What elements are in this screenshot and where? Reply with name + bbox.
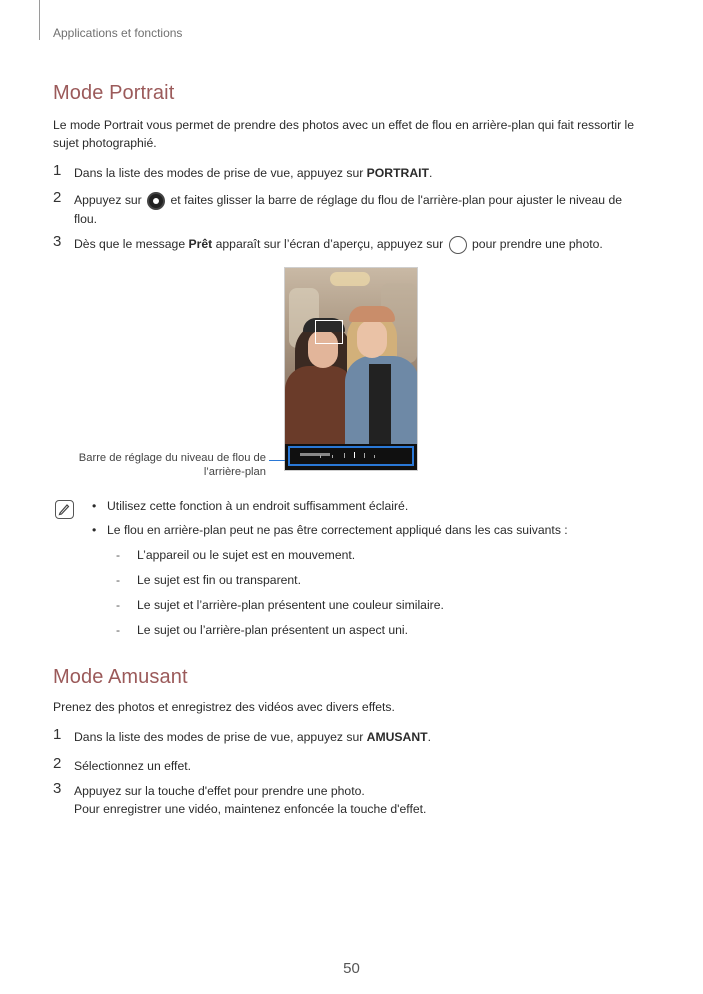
note-dash-item: - Le sujet ou l’arrière-plan présentent un aspect uni. bbox=[116, 621, 656, 639]
margin-rule bbox=[39, 0, 40, 40]
face-focus-box bbox=[315, 320, 343, 344]
step-number: 3 bbox=[53, 233, 62, 250]
note-bullet: • Le flou en arrière-plan peut ne pas être correctement appliqué dans les cas suivants : bbox=[92, 521, 652, 539]
subject-right-hat bbox=[349, 306, 395, 322]
step-number: 2 bbox=[53, 189, 62, 206]
callout-line bbox=[269, 460, 285, 461]
camera-preview-illustration bbox=[284, 267, 418, 471]
page-number: 50 bbox=[343, 960, 360, 977]
amusant-mode-label: AMUSANT bbox=[366, 730, 428, 744]
running-head: Applications et fonctions bbox=[53, 26, 183, 40]
shutter-icon bbox=[449, 236, 467, 254]
slider-tick bbox=[332, 455, 333, 458]
amusant-step-2: 2 Sélectionnez un effet. bbox=[53, 755, 191, 773]
slider-tick bbox=[374, 455, 375, 458]
portrait-step-2: 2 Appuyez sur et faites glisser la barre de réglage du flou de l'arrière-plan pour ajuster le niveau de flou. bbox=[53, 189, 623, 226]
portrait-step-3: 3 Dès que le message Prêt apparaît sur l’écran d’aperçu, appuyez sur pour prendre une photo. bbox=[53, 235, 653, 254]
amusant-intro: Prenez des photos et enregistrez des vidéos avec divers effets. bbox=[53, 700, 395, 714]
amusant-step-1: 1 Dans la liste des modes de prise de vue, appuyez sur AMUSANT. bbox=[53, 726, 431, 744]
slider-tick bbox=[354, 452, 355, 458]
blur-adjustment-bar bbox=[285, 444, 417, 470]
amusant-step-3: 3 Appuyez sur la touche d'effet pour prendre une photo. Pour enregistrer une vidéo, maintenez enfoncée la touche d'effet. bbox=[53, 780, 427, 816]
note-icon bbox=[55, 500, 74, 519]
slider-tick bbox=[344, 453, 345, 458]
note-dash-item: - Le sujet est fin ou transparent. bbox=[116, 571, 656, 589]
ready-indicator bbox=[330, 272, 370, 286]
note-bullet: • Utilisez cette fonction à un endroit suffisamment éclairé. bbox=[92, 497, 652, 515]
step-number: 1 bbox=[53, 162, 62, 179]
step-number: 3 bbox=[53, 780, 62, 797]
note-dash-item: - Le sujet et l’arrière-plan présentent une couleur similaire. bbox=[116, 596, 656, 614]
slider-tick bbox=[320, 455, 321, 458]
slider-tick bbox=[364, 453, 365, 458]
section-title-amusant: Mode Amusant bbox=[53, 666, 188, 688]
blur-slider-highlight bbox=[288, 446, 414, 466]
portrait-step-1: 1 Dans la liste des modes de prise de vue, appuyez sur PORTRAIT. bbox=[53, 162, 433, 180]
slider-label bbox=[300, 453, 330, 456]
section-title-portrait: Mode Portrait bbox=[53, 82, 175, 104]
blur-bar-callout: Barre de réglage du niveau de flou de l’arrière-plan bbox=[78, 452, 266, 478]
background-blur-icon bbox=[147, 192, 165, 210]
subject-right-face bbox=[357, 320, 387, 358]
portrait-intro: Le mode Portrait vous permet de prendre des photos avec un effet de flou en arrière-plan qui fait ressortir le sujet photographié. bbox=[53, 118, 635, 150]
step-number: 2 bbox=[53, 755, 62, 772]
note-dash-item: - L’appareil ou le sujet est en mouvement. bbox=[116, 546, 656, 564]
ready-message-label: Prêt bbox=[188, 237, 213, 251]
step-number: 1 bbox=[53, 726, 62, 743]
portrait-mode-label: PORTRAIT bbox=[366, 166, 429, 180]
